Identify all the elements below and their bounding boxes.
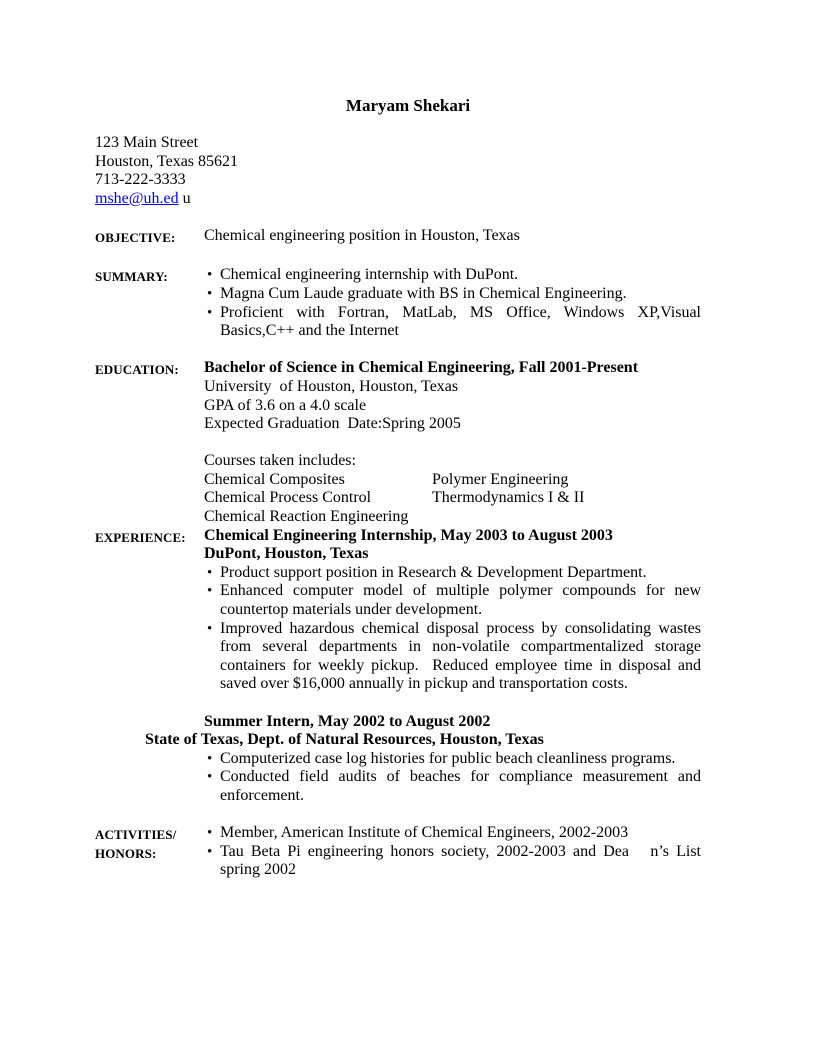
list-item: • Member, American Institute of Chemical Engineers, 2002-2003	[204, 824, 701, 843]
address-line-1: 123 Main Street	[95, 134, 199, 152]
summary-label: SUMMARY:	[95, 269, 168, 285]
objective-label: OBJECTIVE:	[95, 230, 176, 246]
list-item: • Computerized case log histories for public beach cleanliness programs.	[204, 750, 701, 769]
job2-company: State of Texas, Dept. of Natural Resources, Houston, Texas	[145, 731, 544, 749]
education-school: University of Houston, Houston, Texas	[204, 377, 459, 395]
education-degree: Bachelor of Science in Chemical Engineering, Fall 2001-Present	[204, 359, 639, 377]
list-item: • Enhanced computer model of multiple polymer compounds for new countertop materials under development.	[204, 582, 701, 619]
activities-label-line1: ACTIVITIES/	[95, 827, 177, 843]
list-item: • Chemical engineering internship with DuPont.	[204, 266, 701, 285]
courses-columns	[204, 471, 701, 527]
list-item: • Improved hazardous chemical disposal process by consolidating wastes from several departments in non-volatile compartmentalized storage containers for weekly pickup. Reduced employee time in disposal and saved over $16,000 annually in pickup and transportation costs.	[204, 620, 701, 694]
section-experience-job2	[95, 713, 705, 806]
job1-title: Chemical Engineering Internship, May 2003 to August 2003	[204, 526, 613, 544]
courses-column-2	[432, 471, 584, 527]
experience-job1	[204, 527, 701, 694]
email-suffix: u	[178, 189, 191, 207]
list-item: • Product support position in Research & Development Department.	[204, 564, 701, 583]
page-title: Maryam Shekari	[345, 96, 471, 115]
experience-label: EXPERIENCE:	[95, 529, 186, 545]
education-gpa: GPA of 3.6 on a 4.0 scale	[204, 396, 367, 414]
courses-column-1	[204, 471, 432, 527]
activities-label-line2: HONORS:	[95, 845, 157, 861]
education-graduation: Expected Graduation Date:Spring 2005	[204, 415, 461, 433]
section-education	[95, 359, 705, 526]
resume-main	[95, 134, 705, 880]
phone-number: 713-222-3333	[95, 171, 186, 189]
email-link[interactable]: mshe@uh.ed	[95, 189, 179, 207]
list-item: • Magna Cum Laude graduate with BS in Chemical Engineering.	[204, 285, 701, 304]
education-label: EDUCATION:	[95, 362, 179, 378]
course-item: Chemical Process Control	[204, 489, 372, 507]
list-item: • Conducted field audits of beaches for compliance measurement and enforcement.	[204, 768, 701, 805]
list-item: • Tau Beta Pi engineering honors society, 2002-2003 and Dea n’s List spring 2002	[204, 843, 701, 880]
contact-block	[95, 134, 705, 208]
objective-text: Chemical engineering position in Houston, Texas	[204, 227, 520, 245]
job2-title: Summer Intern, May 2002 to August 2002	[204, 712, 491, 730]
summary-body	[204, 266, 701, 340]
course-item: Chemical Composites	[204, 470, 345, 488]
activities-body	[204, 824, 701, 880]
address-line-2: Houston, Texas 85621	[95, 152, 239, 170]
section-experience	[95, 527, 705, 694]
course-item: Polymer Engineering	[432, 470, 569, 488]
experience-job2	[145, 712, 701, 806]
course-item: Thermodynamics I & II	[432, 489, 585, 507]
education-body	[204, 359, 701, 526]
list-item: • Proficient with Fortran, MatLab, MS Office, Windows XP,Visual Basics,C++ and the Internet	[204, 304, 701, 341]
job1-company: DuPont, Houston, Texas	[204, 545, 369, 563]
section-summary	[95, 266, 705, 340]
section-activities-honors	[95, 824, 705, 880]
email-line	[95, 190, 705, 209]
section-objective	[95, 227, 705, 248]
course-item: Chemical Reaction Engineering	[204, 508, 409, 526]
activities-label	[95, 824, 204, 880]
courses-heading: Courses taken includes:	[204, 452, 356, 470]
job2-label-spacer	[95, 713, 204, 806]
